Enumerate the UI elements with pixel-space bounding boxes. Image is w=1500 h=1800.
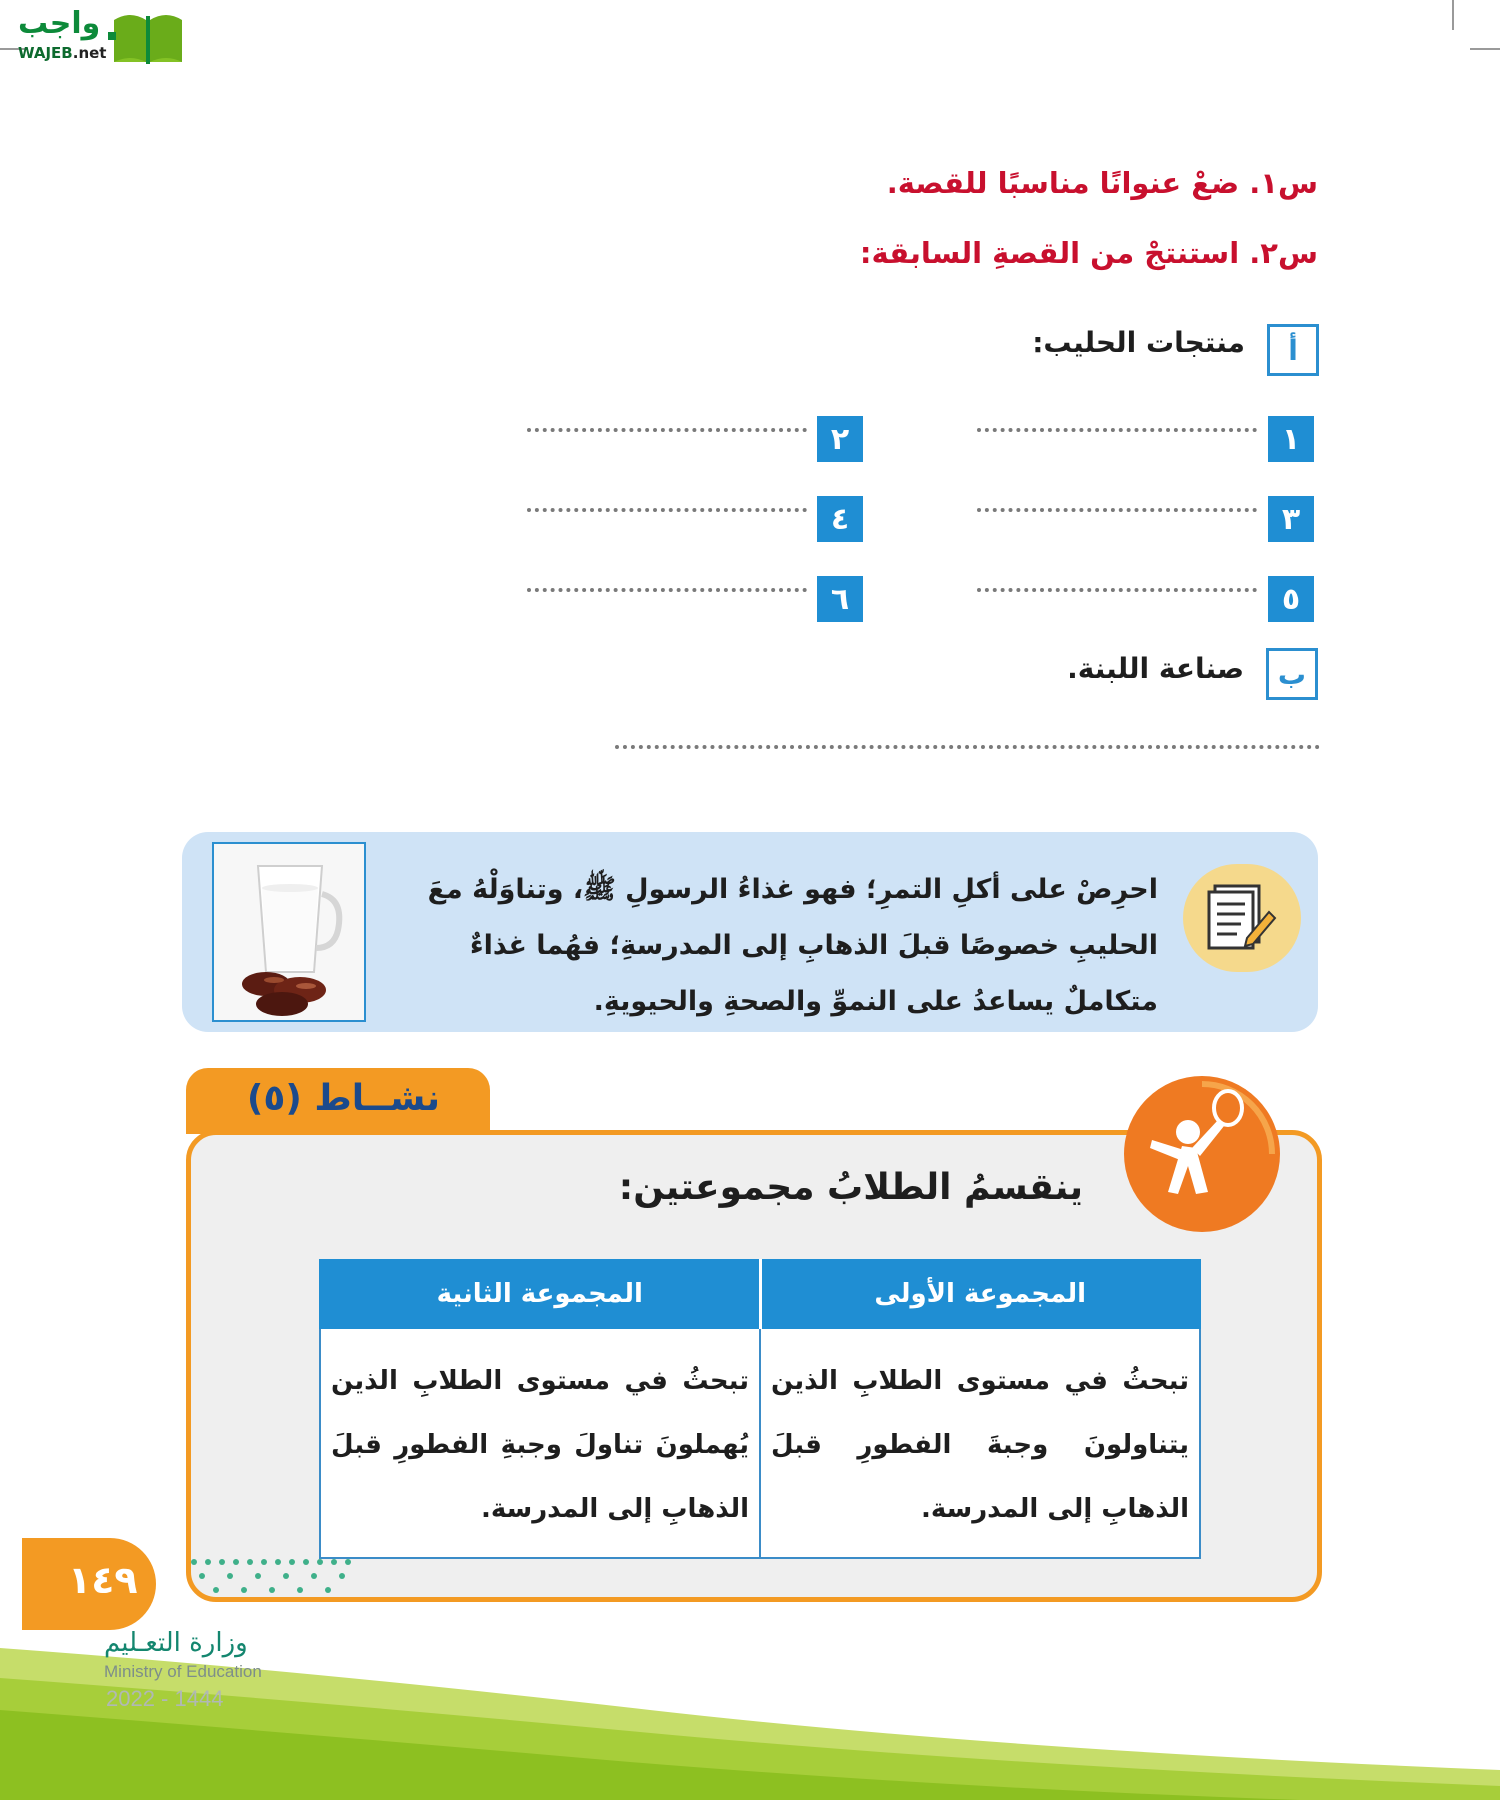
tip-text [398,862,1158,1030]
notes-pencil-icon [1207,882,1279,956]
page-number-badge [22,1538,156,1630]
crop-mark [1452,0,1454,30]
groups-table [319,1259,1201,1559]
table-row [320,1328,1200,1558]
tip-panel [182,832,1318,1032]
answer-line-4[interactable] [527,508,807,512]
logo-latin: WAJEB.net [18,44,107,62]
column-header-group-2: المجموعة الثانية [320,1260,760,1328]
page-number: ١٤٩ [68,1558,138,1602]
answer-line-1[interactable] [977,428,1257,432]
logo-arabic: واجب [18,6,101,41]
ministry-english: Ministry of Education [104,1662,262,1681]
group-2-description: تبحثُ في مستوى الطلابِ الذين يُهملونَ تناولَ وجبةِ الفطورِ قبلَ الذهابِ إلى المدرسة. [320,1328,760,1558]
part-b-label: صناعة اللبنة. [1067,652,1244,685]
book-icon [108,6,188,68]
group-1-description: تبحثُ في مستوى الطلابِ الذين يتناولونَ وجبةَ الفطورِ قبلَ الذهابِ إلى المدرسة. [760,1328,1200,1558]
tip-line-3: متكاملٌ يساعدُ على النموِّ والصحةِ والحيويةِ. [593,986,1158,1017]
part-a-label: منتجات الحليب: [1032,326,1245,359]
item-number-6: ٦ [817,576,863,622]
answer-line-6[interactable] [527,588,807,592]
question-2: س٢. استنتجْ من القصةِ السابقة: [859,236,1318,270]
column-header-group-1: المجموعة الأولى [760,1260,1200,1328]
wajeb-logo[interactable] [10,6,190,68]
activity-tab [186,1068,490,1134]
part-b-letter: ب [1266,648,1318,700]
activity-title: ينقسمُ الطلابُ مجموعتين: [618,1167,1083,1208]
ministry-year: 2022 - 1444 [106,1686,224,1711]
answer-line-3[interactable] [977,508,1257,512]
milk-dates-image [212,842,366,1022]
answer-line-5[interactable] [977,588,1257,592]
milk-glass-icon [214,844,364,1020]
ministry-dots-ornament [188,1556,358,1606]
tip-line-1: احرِصْ على أكلِ التمرِ؛ فهو غذاءُ الرسولِ ﷺ، وتناوَلْهُ معَ [427,874,1158,905]
notes-icon-bg [1183,864,1301,972]
tip-line-2: الحليبِ خصوصًا قبلَ الذهابِ إلى المدرسةِ؛ فهُما غذاءٌ [469,930,1158,961]
part-a-letter: أ [1267,324,1319,376]
answer-line-2[interactable] [527,428,807,432]
item-number-5: ٥ [1268,576,1314,622]
activity-badge-icon [1122,1074,1282,1234]
item-number-2: ٢ [817,416,863,462]
item-number-3: ٣ [1268,496,1314,542]
activity-tab-label: نشــاط (٥) [246,1078,440,1119]
ministry-arabic: وزارة التعـليم [104,1628,248,1658]
answer-line-b[interactable] [615,745,1320,749]
item-number-4: ٤ [817,496,863,542]
crop-mark [1470,48,1500,50]
item-number-1: ١ [1268,416,1314,462]
question-1: س١. ضعْ عنوانًا مناسبًا للقصة. [886,166,1318,200]
